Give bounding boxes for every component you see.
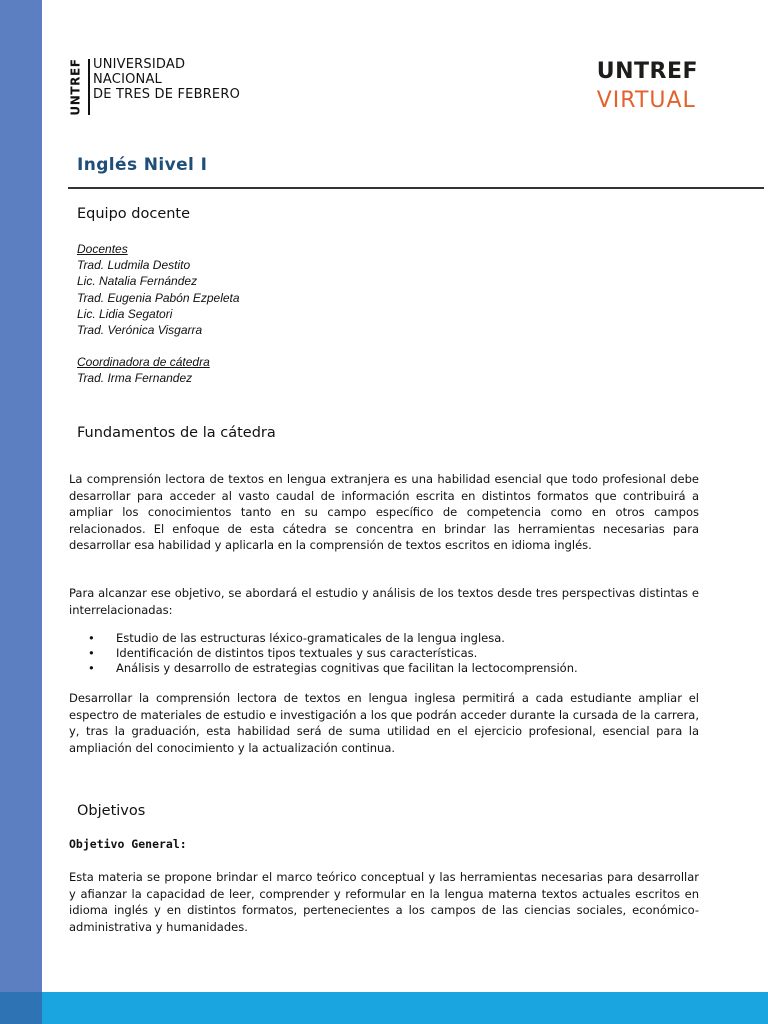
university-name bbox=[93, 57, 240, 102]
university-line-3: DE TRES DE FEBRERO bbox=[93, 87, 241, 102]
bullet-dot-icon: • bbox=[88, 661, 95, 675]
title-divider bbox=[68, 187, 764, 189]
docente-item: Trad. Ludmila Destito bbox=[77, 258, 191, 273]
objetivo-general-text: Esta materia se propone brindar el marco teórico conceptual y las herramientas necesarias para desarrollar y afianzar la capacidad de leer, comprender y reformular en la lengua materna textos actuales escritos en idioma inglés y en distintos formatos, pertenecientes a los campos de las ciencias sociales, económico-administrativa y humanidades. bbox=[69, 870, 699, 934]
coordinadora-name: Trad. Irma Fernandez bbox=[77, 371, 193, 386]
page-title: Inglés Nivel I bbox=[77, 155, 208, 175]
docente-item: Lic. Lidia Segatori bbox=[77, 306, 173, 321]
virtual-logo-line1: UNTREF bbox=[596, 59, 698, 84]
bullet-item: • Estudio de las estructuras léxico-gramaticales de la lengua inglesa. bbox=[88, 631, 505, 645]
untref-vertical-wordmark bbox=[68, 56, 84, 118]
university-line-1: UNIVERSIDAD bbox=[93, 57, 186, 72]
fundamentos-heading: Fundamentos de la cátedra bbox=[77, 425, 276, 441]
fundamentos-paragraph-2: Para alcanzar ese objetivo, se abordará el estudio y análisis de los textos desde tres perspectivas distintas e interrelacionadas: bbox=[69, 586, 699, 617]
bullet-dot-icon: • bbox=[88, 631, 95, 645]
fundamentos-paragraph-1: La comprensión lectora de textos en lengua extranjera es una habilidad esencial que todo profesional debe desarrollar para acceder al vasto caudal de información escrita en distintos formatos que contribuirá a ampliar los conocimientos tanto en su campo específico de competencia como en otros campos relacionados. El enfoque de esta cátedra se concentra en brindar las herramientas necesarias para desarrollar esa habilidad y aplicarla en la comprensión de textos escritos en idioma inglés. bbox=[69, 472, 699, 552]
left-sidebar-band bbox=[0, 0, 42, 1024]
coordinadora-label: Coordinadora de cátedra bbox=[77, 355, 210, 370]
fundamentos-bullet-list bbox=[88, 631, 578, 676]
equipo-docente-list bbox=[77, 241, 240, 387]
docente-item: Lic. Natalia Fernández bbox=[77, 274, 198, 289]
docentes-label: Docentes bbox=[77, 242, 128, 256]
untref-virtual-logo bbox=[597, 58, 698, 116]
fundamentos-paragraph-3: Desarrollar la comprensión lectora de textos en lengua inglesa permitirá a cada estudiante ampliar el espectro de materiales de estudio e investigación a los que podrán acceder durante la cursada de la carrera, y, tras la graduación, esta habilidad será de suma utilidad en el ejercicio profesional, esencial para la ampliación del conocimiento y la actualización continua. bbox=[69, 691, 699, 755]
bullet-dot-icon: • bbox=[88, 646, 95, 660]
objetivos-heading: Objetivos bbox=[77, 803, 146, 819]
docente-item: Trad. Verónica Visgarra bbox=[77, 323, 203, 338]
docente-item: Trad. Eugenia Pabón Ezpeleta bbox=[77, 290, 240, 305]
objetivo-general-label: Objetivo General: bbox=[69, 837, 187, 851]
virtual-logo-line2: VIRTUAL bbox=[596, 88, 696, 113]
footer-bar bbox=[0, 992, 768, 1024]
university-line-2: NACIONAL bbox=[93, 72, 162, 87]
footer-corner bbox=[0, 992, 42, 1024]
equipo-heading: Equipo docente bbox=[77, 206, 191, 222]
bullet-item: • Identificación de distintos tipos textuales y sus características. bbox=[88, 646, 478, 660]
logo-separator bbox=[88, 59, 90, 115]
untref-vertical-text: UNTREF bbox=[69, 58, 83, 116]
bullet-item: • Análisis y desarrollo de estrategias cognitivas que facilitan la lectocomprensión. bbox=[88, 661, 578, 675]
